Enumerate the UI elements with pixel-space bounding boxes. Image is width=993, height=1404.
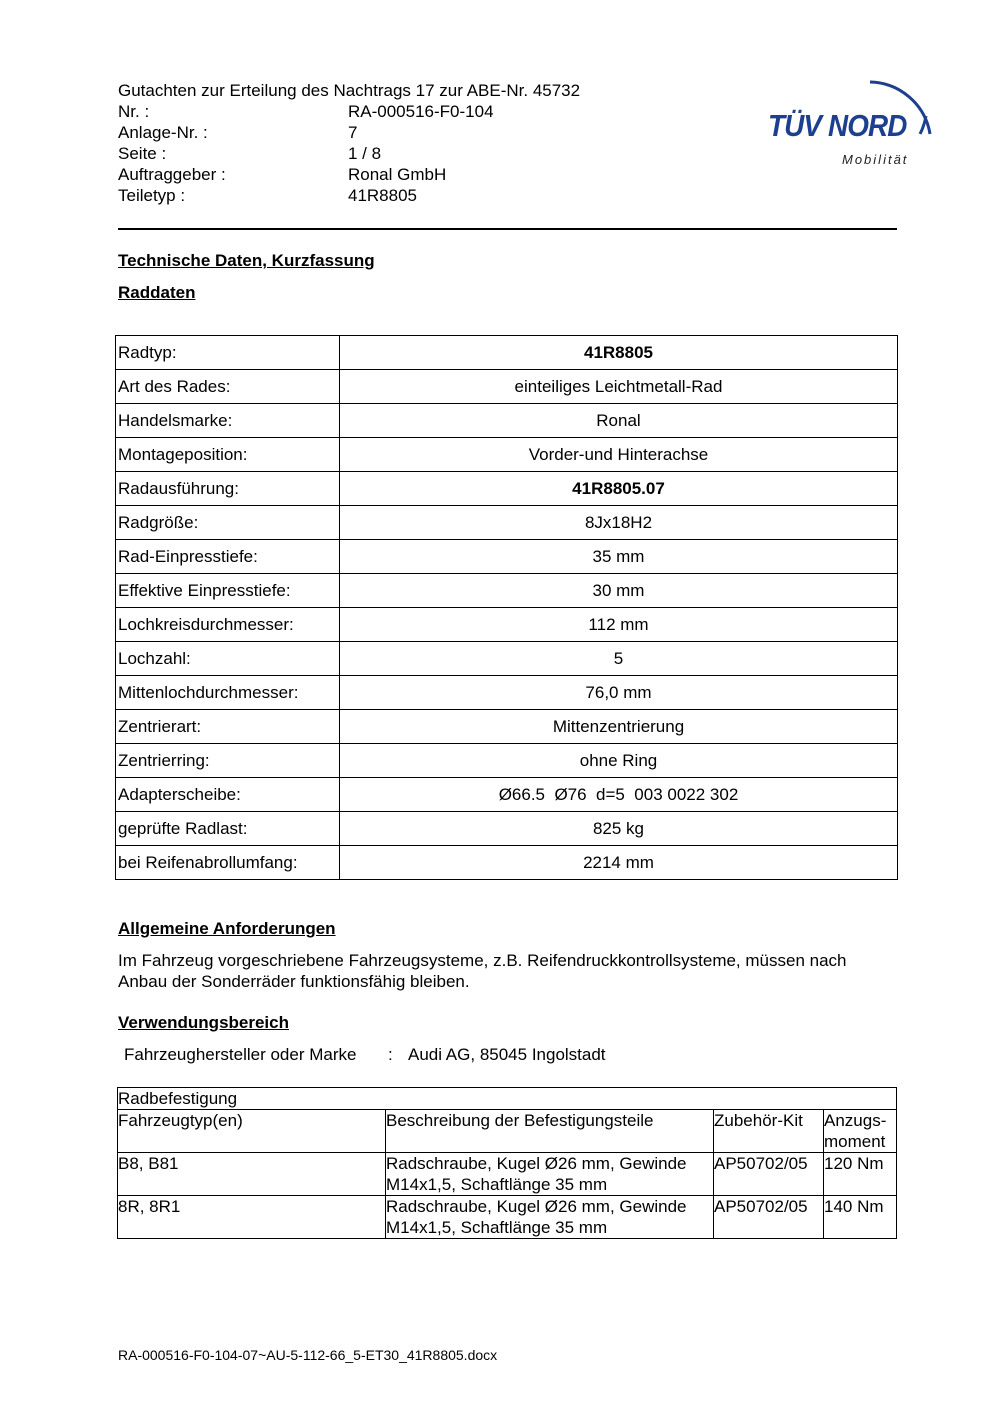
table-row — [116, 438, 898, 472]
table-row — [116, 472, 898, 506]
header-divider — [118, 228, 897, 230]
row-label: Zentrierart: — [116, 710, 340, 744]
row-label: Adapterscheibe: — [116, 778, 340, 812]
usage-label: Fahrzeughersteller oder Marke — [124, 1045, 357, 1064]
row-value: 825 kg — [340, 812, 898, 846]
header-label: Teiletyp : — [118, 186, 186, 205]
header-value: 7 — [348, 123, 358, 142]
row-label: Rad-Einpresstiefe: — [116, 540, 340, 574]
row-value: ohne Ring — [340, 744, 898, 778]
row-value: 35 mm — [340, 540, 898, 574]
header-value: 1 / 8 — [348, 144, 382, 163]
table-row — [116, 336, 898, 370]
table-row — [116, 744, 898, 778]
usage-value: Audi AG, 85045 Ingolstadt — [408, 1045, 606, 1064]
usage-line — [124, 1045, 606, 1065]
row-value: 2214 mm — [340, 846, 898, 880]
row-label: Radgröße: — [116, 506, 340, 540]
row-value: Ronal — [340, 404, 898, 438]
table-row — [116, 540, 898, 574]
column-header: Anzugs- moment — [824, 1110, 897, 1153]
cell-anzugsmoment: 120 Nm — [824, 1153, 897, 1196]
table-row — [116, 676, 898, 710]
table-row — [118, 1196, 897, 1239]
table-row — [118, 1153, 897, 1196]
column-header: Zubehör-Kit — [714, 1110, 824, 1153]
table-row — [116, 404, 898, 438]
row-label: Lochzahl: — [116, 642, 340, 676]
logo-subtitle: Mobilität — [842, 152, 909, 167]
cell-beschreibung: Radschraube, Kugel Ø26 mm, Gewinde M14x1,5, Schaftlänge 35 mm — [386, 1153, 714, 1196]
table-row — [116, 642, 898, 676]
cell-zubehoer-kit: AP50702/05 — [714, 1196, 824, 1239]
header-label: Nr. : — [118, 102, 150, 121]
header-label: Seite : — [118, 144, 167, 163]
document-title: Gutachten zur Erteilung des Nachtrags 17 zur ABE-Nr. 45732 — [118, 81, 581, 100]
row-label: Effektive Einpresstiefe: — [116, 574, 340, 608]
header-label: Auftraggeber : — [118, 165, 226, 184]
cell-beschreibung: Radschraube, Kugel Ø26 mm, Gewinde M14x1,5, Schaftlänge 35 mm — [386, 1196, 714, 1239]
raddaten-table — [115, 335, 898, 880]
table-row — [116, 574, 898, 608]
column-header: Fahrzeugtyp(en) — [118, 1110, 386, 1153]
table-row — [116, 370, 898, 404]
radbefestigung-table — [117, 1087, 897, 1239]
footer-filename: RA-000516-F0-104-07~AU-5-112-66_5-ET30_41R8805.docx — [118, 1347, 498, 1363]
table-row — [116, 778, 898, 812]
header-value: 41R8805 — [348, 186, 418, 205]
allgemein-heading: Allgemeine Anforderungen — [118, 919, 336, 938]
header-row-nr — [118, 101, 580, 122]
row-label: Zentrierring: — [116, 744, 340, 778]
row-label: Lochkreisdurchmesser: — [116, 608, 340, 642]
usage-colon: : — [388, 1045, 393, 1064]
verwendung-heading: Verwendungsbereich — [118, 1013, 289, 1032]
row-value: 30 mm — [340, 574, 898, 608]
table-row — [116, 812, 898, 846]
row-label: Art des Rades: — [116, 370, 340, 404]
row-label: Mittenlochdurchmesser: — [116, 676, 340, 710]
header-row-anlage — [118, 122, 580, 143]
row-value: Mittenzentrierung — [340, 710, 898, 744]
row-value: 112 mm — [340, 608, 898, 642]
table-title: Radbefestigung — [118, 1088, 897, 1110]
table-title-row — [118, 1088, 897, 1110]
cell-fahrzeugtyp: B8, B81 — [118, 1153, 386, 1196]
cell-zubehoer-kit: AP50702/05 — [714, 1153, 824, 1196]
tuv-nord-logo — [762, 56, 942, 176]
header-row-auftraggeber — [118, 164, 580, 185]
table-header-row — [118, 1110, 897, 1153]
table-row — [116, 710, 898, 744]
table-row — [116, 608, 898, 642]
row-label: Radausführung: — [116, 472, 340, 506]
header-row-teiletyp — [118, 185, 580, 206]
row-value: Ø66.5 Ø76 d=5 003 0022 302 — [340, 778, 898, 812]
tech-heading: Technische Daten, Kurzfassung — [118, 251, 375, 270]
row-label: Handelsmarke: — [116, 404, 340, 438]
row-value: Vorder-und Hinterachse — [340, 438, 898, 472]
header-value: RA-000516-F0-104 — [348, 102, 494, 121]
row-label: bei Reifenabrollumfang: — [116, 846, 340, 880]
header-label: Anlage-Nr. : — [118, 123, 208, 142]
header-row-seite — [118, 143, 580, 164]
allgemein-paragraph: Im Fahrzeug vorgeschriebene Fahrzeugsysteme, z.B. Reifendruckkontrollsysteme, müssen nach Anbau der Sonderräder funktionsfähig bleiben. — [118, 951, 847, 991]
row-value: 8Jx18H2 — [340, 506, 898, 540]
row-value: 41R8805.07 — [340, 472, 898, 506]
row-value: 5 — [340, 642, 898, 676]
column-header: Beschreibung der Befestigungsteile — [386, 1110, 714, 1153]
table-row — [116, 846, 898, 880]
row-label: geprüfte Radlast: — [116, 812, 340, 846]
logo-wordmark: TÜV NORD — [768, 108, 907, 143]
row-value: 76,0 mm — [340, 676, 898, 710]
document-header — [118, 80, 580, 206]
row-value: 41R8805 — [340, 336, 898, 370]
cell-anzugsmoment: 140 Nm — [824, 1196, 897, 1239]
cell-fahrzeugtyp: 8R, 8R1 — [118, 1196, 386, 1239]
table-row — [116, 506, 898, 540]
raddaten-heading: Raddaten — [118, 283, 196, 302]
row-label: Montageposition: — [116, 438, 340, 472]
header-value: Ronal GmbH — [348, 165, 447, 184]
row-value: einteiliges Leichtmetall-Rad — [340, 370, 898, 404]
row-label: Radtyp: — [116, 336, 340, 370]
